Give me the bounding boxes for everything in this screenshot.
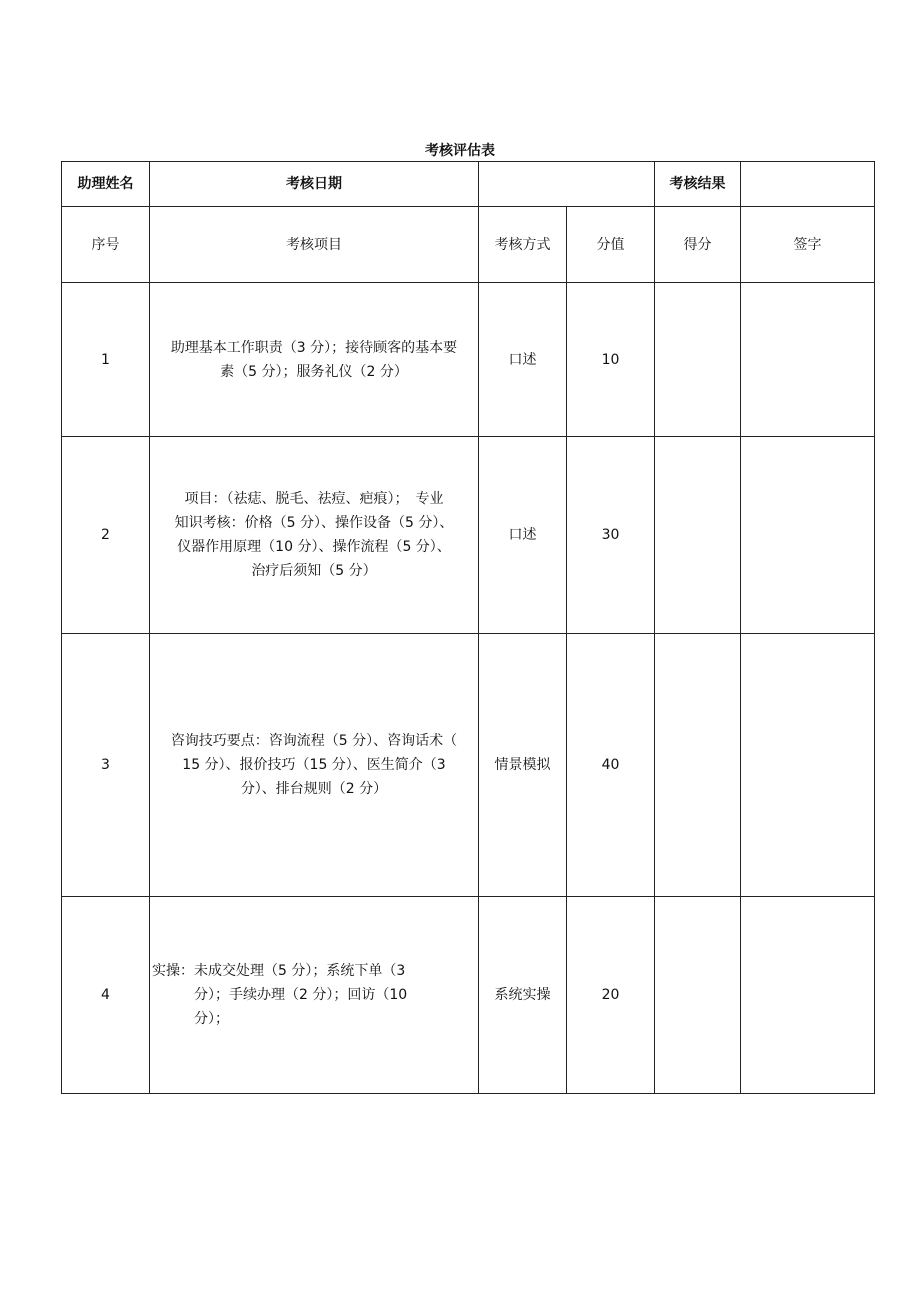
- exam-date-value[interactable]: [479, 162, 655, 207]
- item-line: 治疗后须知（5 分）: [251, 563, 377, 579]
- col-score: 得分: [655, 207, 741, 283]
- row-points: 40: [567, 634, 655, 897]
- row-method: 口述: [479, 437, 567, 634]
- row-method: 系统实操: [479, 897, 567, 1094]
- evaluation-table: [61, 161, 875, 1094]
- row-score[interactable]: [655, 897, 741, 1094]
- col-method: 考核方式: [479, 207, 567, 283]
- row-item: [150, 634, 479, 897]
- row-points: 10: [567, 283, 655, 437]
- item-line: 项目：（祛痣、脱毛、祛痘、疤痕）； 专业: [184, 491, 444, 507]
- table-row: [62, 437, 875, 634]
- row-method: 口述: [479, 283, 567, 437]
- row-signature[interactable]: [741, 897, 875, 1094]
- row-signature[interactable]: [741, 634, 875, 897]
- item-line: 助理基本工作职责（3 分）；接待顾客的基本要: [170, 339, 458, 356]
- row-item: [150, 283, 479, 437]
- col-points: 分值: [567, 207, 655, 283]
- table-row: [62, 897, 875, 1094]
- assistant-name-label: 助理姓名: [62, 162, 150, 207]
- page-title: 考核评估表: [425, 143, 495, 159]
- table-row: [62, 283, 875, 437]
- exam-date-label: 考核日期: [150, 162, 479, 207]
- column-header-row: [62, 207, 875, 283]
- col-seq: 序号: [62, 207, 150, 283]
- row-signature[interactable]: [741, 437, 875, 634]
- table-row: [62, 634, 875, 897]
- row-seq: 2: [62, 437, 150, 634]
- row-score[interactable]: [655, 437, 741, 634]
- row-seq: 1: [62, 283, 150, 437]
- item-line: 素（5 分）；服务礼仪（2 分）: [220, 363, 408, 380]
- row-signature[interactable]: [741, 283, 875, 437]
- exam-result-label: 考核结果: [655, 162, 741, 207]
- col-item: 考核项目: [150, 207, 479, 283]
- item-line: 15 分）、报价技巧（15 分）、医生简介（3: [182, 757, 446, 773]
- row-seq: 3: [62, 634, 150, 897]
- row-points: 30: [567, 437, 655, 634]
- item-line: 知识考核：价格（5 分）、操作设备（5 分）、: [174, 515, 454, 531]
- item-line: 仪器作用原理（10 分）、操作流程（5 分）、: [177, 539, 451, 555]
- row-seq: 4: [62, 897, 150, 1094]
- item-line: 分）、排台规则（2 分）: [240, 781, 388, 797]
- exam-result-value[interactable]: [741, 162, 875, 207]
- row-score[interactable]: [655, 634, 741, 897]
- row-score[interactable]: [655, 283, 741, 437]
- row-points: 20: [567, 897, 655, 1094]
- row-method: 情景模拟: [479, 634, 567, 897]
- header-row: [62, 162, 875, 207]
- row-item: [150, 437, 479, 634]
- col-signature: 签字: [741, 207, 875, 283]
- item-line: 咨询技巧要点：咨询流程（5 分）、咨询话术（: [170, 733, 458, 749]
- item-line: 实操：未成交处理（5 分）；系统下单（3: [152, 963, 406, 979]
- item-line: 分）；: [194, 1011, 229, 1027]
- row-item: [150, 897, 479, 1094]
- item-line: 分）；手续办理（2 分）；回访（10: [194, 987, 408, 1003]
